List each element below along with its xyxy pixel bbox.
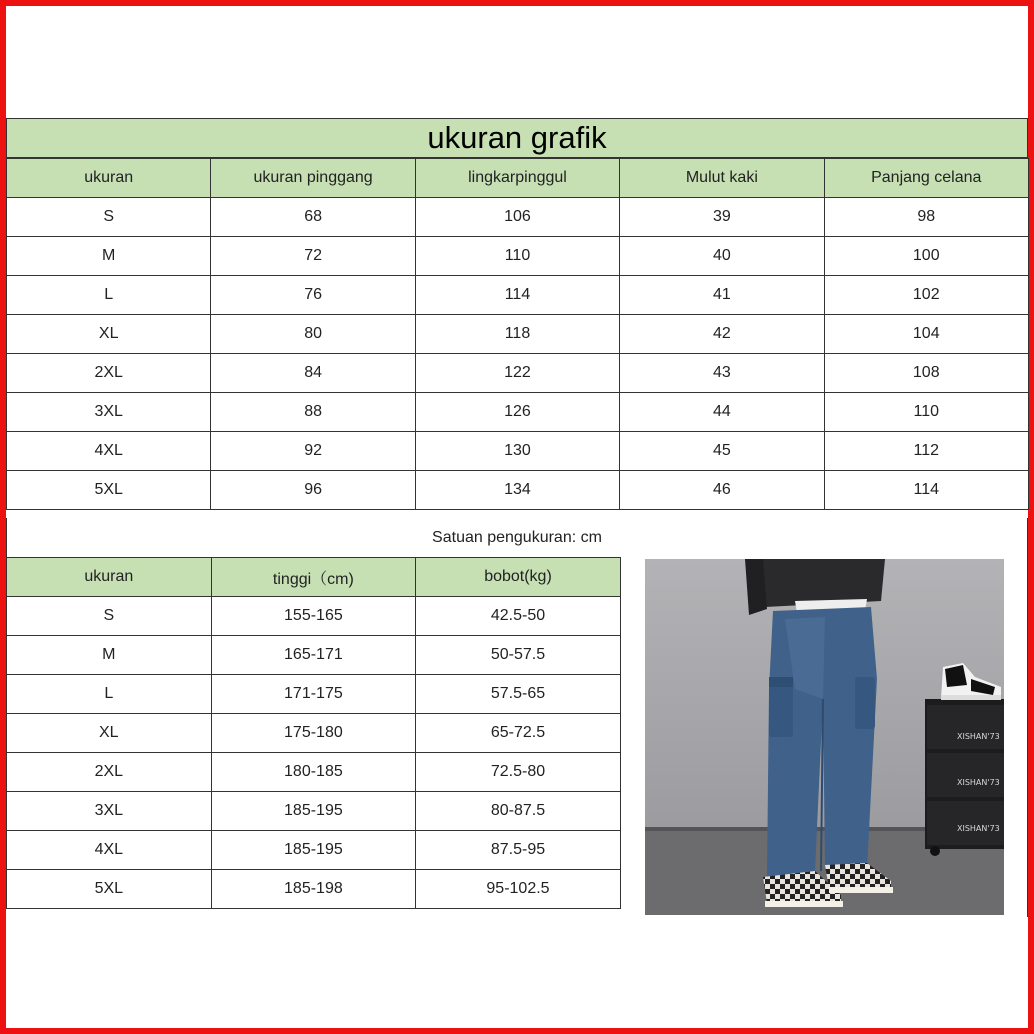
table-row xyxy=(7,675,621,714)
table-cell: 185-198 xyxy=(211,870,416,909)
table-cell: 114 xyxy=(415,276,619,315)
table-cell: 40 xyxy=(620,237,824,276)
table-cell: 110 xyxy=(824,393,1028,432)
table-cell: 3XL xyxy=(7,792,212,831)
table-cell: 39 xyxy=(620,198,824,237)
table-row xyxy=(7,714,621,753)
crate-label: XISHAN'73 xyxy=(957,778,1000,787)
table-cell: 126 xyxy=(415,393,619,432)
table-cell: 112 xyxy=(824,432,1028,471)
table-cell: 98 xyxy=(824,198,1028,237)
table-header-row xyxy=(7,159,1029,198)
table-cell: L xyxy=(7,675,212,714)
table-row xyxy=(7,831,621,870)
table-cell: 46 xyxy=(620,471,824,510)
table-cell: 96 xyxy=(211,471,415,510)
unit-note: Satuan pengukuran: cm xyxy=(6,518,1028,558)
table-cell: 65-72.5 xyxy=(416,714,621,753)
table-cell: 44 xyxy=(620,393,824,432)
table-row xyxy=(7,792,621,831)
table-cell: 2XL xyxy=(7,753,212,792)
crate-label: XISHAN'73 xyxy=(957,732,1000,741)
table-cell: 118 xyxy=(415,315,619,354)
table-cell: 57.5-65 xyxy=(416,675,621,714)
table-row xyxy=(7,753,621,792)
table-cell: 185-195 xyxy=(211,792,416,831)
header-cell: tinggi（cm) xyxy=(211,558,416,597)
table-cell: 106 xyxy=(415,198,619,237)
table-cell: 110 xyxy=(415,237,619,276)
table-cell: 5XL xyxy=(7,870,212,909)
table-cell: 80-87.5 xyxy=(416,792,621,831)
table-cell: 92 xyxy=(211,432,415,471)
height-weight-table xyxy=(6,557,621,909)
table-row xyxy=(7,636,621,675)
table-row xyxy=(7,198,1029,237)
table-row xyxy=(7,315,1029,354)
table-cell: 72.5-80 xyxy=(416,753,621,792)
table-right-border xyxy=(1027,557,1028,917)
table-cell: 84 xyxy=(211,354,415,393)
header-cell: ukuran pinggang xyxy=(211,159,415,198)
table-cell: 2XL xyxy=(7,354,211,393)
table-cell: M xyxy=(7,237,211,276)
table-cell: 180-185 xyxy=(211,753,416,792)
table-header-row xyxy=(7,558,621,597)
table-cell: S xyxy=(7,198,211,237)
table-cell: 50-57.5 xyxy=(416,636,621,675)
table-cell: 43 xyxy=(620,354,824,393)
table-cell: 171-175 xyxy=(211,675,416,714)
table-cell: 5XL xyxy=(7,471,211,510)
table-cell: 88 xyxy=(211,393,415,432)
table-row xyxy=(7,276,1029,315)
table-cell: 122 xyxy=(415,354,619,393)
table-cell: 41 xyxy=(620,276,824,315)
table-cell: XL xyxy=(7,315,211,354)
table-cell: 185-195 xyxy=(211,831,416,870)
table-cell: 104 xyxy=(824,315,1028,354)
table-row xyxy=(7,393,1029,432)
table-cell: 130 xyxy=(415,432,619,471)
table-cell: 134 xyxy=(415,471,619,510)
table-cell: M xyxy=(7,636,212,675)
header-cell: lingkarpinggul xyxy=(415,159,619,198)
header-cell: Mulut kaki xyxy=(620,159,824,198)
table-row xyxy=(7,597,621,636)
table-cell: 76 xyxy=(211,276,415,315)
header-cell: ukuran xyxy=(7,159,211,198)
table-cell: 68 xyxy=(211,198,415,237)
table-cell: 87.5-95 xyxy=(416,831,621,870)
table-cell: 3XL xyxy=(7,393,211,432)
table-cell: 80 xyxy=(211,315,415,354)
person-top xyxy=(745,559,885,615)
table-cell: 108 xyxy=(824,354,1028,393)
cargo-jeans xyxy=(767,607,877,877)
table-cell: 102 xyxy=(824,276,1028,315)
table-cell: 114 xyxy=(824,471,1028,510)
header-cell: bobot(kg) xyxy=(416,558,621,597)
table-cell: 42 xyxy=(620,315,824,354)
table-cell: 165-171 xyxy=(211,636,416,675)
product-photo xyxy=(645,559,1004,915)
table-row xyxy=(7,237,1029,276)
table-cell: 45 xyxy=(620,432,824,471)
table-row xyxy=(7,432,1029,471)
table-cell: XL xyxy=(7,714,212,753)
table-row xyxy=(7,354,1029,393)
table-cell: 4XL xyxy=(7,831,212,870)
table-cell: 95-102.5 xyxy=(416,870,621,909)
header-cell: Panjang celana xyxy=(824,159,1028,198)
table-cell: 155-165 xyxy=(211,597,416,636)
table-cell: L xyxy=(7,276,211,315)
chart-title: ukuran grafik xyxy=(6,118,1028,158)
table-row xyxy=(7,870,621,909)
table-cell: 4XL xyxy=(7,432,211,471)
table-cell: 175-180 xyxy=(211,714,416,753)
table-cell: S xyxy=(7,597,212,636)
table-cell: 100 xyxy=(824,237,1028,276)
table-row xyxy=(7,471,1029,510)
table-cell: 42.5-50 xyxy=(416,597,621,636)
size-chart-table xyxy=(6,158,1029,510)
header-cell: ukuran xyxy=(7,558,212,597)
crate-label: XISHAN'73 xyxy=(957,824,1000,833)
table-cell: 72 xyxy=(211,237,415,276)
